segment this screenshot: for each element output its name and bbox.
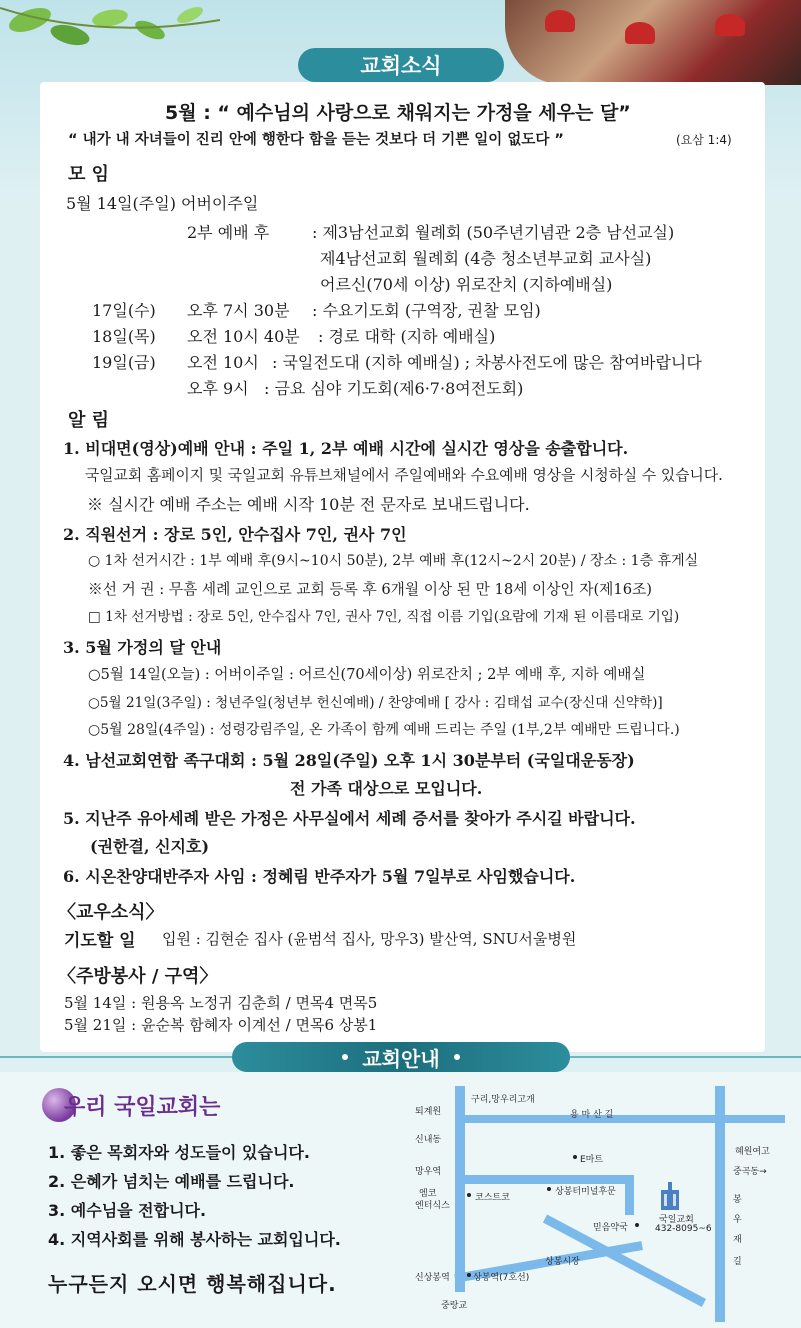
meeting-line: 어르신(70세 이상) 위로잔치 (지하예배실) [320, 275, 613, 294]
notice-line: 국일교회 홈페이지 및 국일교회 유튜브채널에서 주일예배와 수요예배 영상을 시청하실 수 있습니다. [85, 467, 723, 484]
notice-line: 5. 지난주 유아세례 받은 가정은 사무실에서 세례 증서를 찾아가 주시길 바랍니다. [63, 809, 636, 828]
meeting-line: 17일(수) [92, 301, 156, 320]
map-label: 상봉역(7호선) [473, 1273, 530, 1283]
church-title: 우리 국일교회는 [64, 1095, 221, 1120]
map-dot [467, 1193, 471, 1197]
meeting-line: 2부 예배 후 [187, 223, 270, 242]
section-title-guide: 교회안내 [232, 1042, 570, 1072]
map-label: E마트 [580, 1155, 604, 1165]
month-theme: 5월 : “ 예수님의 사랑으로 채워지는 가정을 세우는 달” [165, 102, 631, 124]
church-map [415, 1082, 785, 1322]
meeting-line: : 국일전도대 (지하 예배실) ; 차봉사전도에 많은 참여바랍니다 [272, 353, 702, 372]
guide-item: 4. 지역사회를 위해 봉사하는 교회입니다. [48, 1230, 341, 1249]
meetings-title: 모 임 [68, 164, 110, 185]
map-label: 신내동 [415, 1135, 442, 1145]
map-label: 망우역 [415, 1167, 442, 1177]
christmas-photo [505, 0, 801, 85]
map-label: 구리,망우리고개 [471, 1095, 535, 1105]
map-label: 엔터식스 [415, 1201, 450, 1211]
map-label: 혜원여고 [735, 1147, 770, 1157]
prayer-text: 입원 : 김현순 집사 (윤범석 집사, 망우3) 발산역, SNU서울병원 [162, 930, 577, 948]
leaves-decoration [0, 0, 230, 80]
church-building-icon [655, 1182, 685, 1210]
notices-title: 알 림 [68, 410, 110, 431]
map-dot [547, 1187, 551, 1191]
slogan: 누구든지 오시면 행복해집니다. [48, 1272, 337, 1296]
notice-line: 2. 직원선거 : 장로 5인, 안수집사 7인, 권사 7인 [63, 525, 407, 544]
map-road [455, 1175, 625, 1184]
map-dot [467, 1273, 471, 1277]
map-label: 중랑교 [441, 1301, 468, 1311]
notice-line: ※선 거 권 : 무흠 세례 교인으로 교회 등록 후 6개월 이상 된 만 18세 이상인 자(제16조) [88, 581, 652, 598]
map-label: 상봉터미널후문 [555, 1187, 616, 1197]
meeting-line: 19일(금) [92, 353, 156, 372]
map-dot [573, 1155, 577, 1159]
map-label: 재 [733, 1235, 742, 1245]
map-label: 국일교회 [659, 1215, 694, 1225]
notice-line: □ 1차 선거방법 : 장로 5인, 안수집사 7인, 권사 7인, 직접 이름 기입(요람에 기재 된 이름대로 기입) [88, 609, 680, 625]
dot-icon [454, 1054, 460, 1060]
guide-item: 1. 좋은 목회자와 성도들이 있습니다. [48, 1143, 310, 1162]
dot-icon [342, 1054, 348, 1060]
notice-line: ○5월 28일(4주일) : 성령강림주일, 온 가족이 함께 예배 드리는 주일 (1부,2부 예배만 드립니다.) [88, 722, 680, 738]
notice-line: ※ 실시간 예배 주소는 예배 시작 10분 전 문자로 보내드립니다. [87, 495, 530, 514]
map-label: 봉 [733, 1195, 742, 1205]
notice-line: ○ 1차 선거시간 : 1부 예배 후(9시~10시 50분), 2부 예배 후(12시~2시 20분) / 장소 : 1층 휴게실 [88, 553, 699, 569]
verse-ref: (요삼 1:4) [676, 133, 732, 147]
map-label: 퇴계원 [415, 1107, 442, 1117]
map-road [715, 1086, 725, 1322]
meeting-line: 18일(목) [92, 327, 156, 346]
prayer-label: 기도할 일 [64, 931, 136, 951]
map-label: 우 [733, 1215, 742, 1225]
notice-line: (권한결, 신지호) [90, 837, 210, 856]
santa-hat-icon [625, 22, 655, 44]
notice-line: 1. 비대면(영상)예배 안내 : 주일 1, 2부 예배 시간에 실시간 영상을 송출합니다. [63, 439, 629, 458]
meeting-line: 오후 7시 30분 [187, 301, 290, 320]
section-title-news: 교회소식 [298, 48, 504, 82]
meeting-line: : 제3남선교회 월례회 (50주년기념관 2층 남선교실) [312, 223, 675, 242]
bible-verse: “ 내가 내 자녀들이 진리 안에 행한다 함을 듣는 것보다 더 기쁜 일이 없도다 ” [68, 132, 564, 148]
notice-line: ○5월 14일(오늘) : 어버이주일 : 어르신(70세이상) 위로잔치 ; 2부 예배 후, 지하 예배실 [88, 667, 646, 683]
santa-hat-icon [545, 10, 575, 32]
members-title: 〈교우소식〉 [58, 902, 164, 923]
kitchen-line: 5월 21일 : 윤순복 함혜자 이계선 / 면목6 상봉1 [64, 1016, 378, 1034]
notice-line: 3. 5월 가정의 달 안내 [63, 638, 222, 657]
meeting-line: 오전 10시 40분 [187, 327, 300, 346]
meeting-line: 오후 9시 [187, 379, 249, 398]
map-road [455, 1115, 785, 1123]
map-label: 용 마 산 길 [570, 1110, 614, 1120]
map-dot [635, 1223, 639, 1227]
map-label: 신상봉역 [415, 1273, 450, 1283]
notice-line: 6. 시온찬양대반주자 사임 : 정혜림 반주자가 5월 7일부로 사임했습니다. [63, 867, 576, 886]
guide-item: 3. 예수님을 전합니다. [48, 1201, 207, 1220]
kitchen-title: 〈주방봉사 / 구역〉 [58, 966, 218, 987]
map-label: 길 [733, 1257, 742, 1267]
meeting-line: 5월 14일(주일) 어버이주일 [66, 194, 259, 213]
map-label: 432-8095~6 [655, 1224, 712, 1234]
meeting-line: : 수요기도회 (구역장, 권찰 모임) [312, 301, 541, 320]
map-label: 믿음약국 [593, 1223, 628, 1233]
map-label: 중곡동→ [733, 1167, 767, 1177]
notice-line: 전 가족 대상으로 모입니다. [290, 779, 483, 798]
meeting-line: 오전 10시 [187, 353, 259, 372]
map-label: 엠코 [419, 1189, 437, 1199]
map-label: 상봉시장 [545, 1257, 580, 1267]
guide-item: 2. 은혜가 넘치는 예배를 드립니다. [48, 1172, 295, 1191]
meeting-line: : 금요 심야 기도회(제6·7·8여전도회) [264, 379, 524, 398]
map-road [625, 1175, 634, 1215]
santa-hat-icon [715, 14, 745, 36]
map-label: 코스트코 [475, 1193, 510, 1203]
meeting-line: 제4남선교회 월례회 (4층 청소년부교회 교사실) [320, 249, 652, 268]
notice-line: ○5월 21일(3주일) : 청년주일(청년부 헌신예배) / 찬양예배 [ 강사 : 김태섭 교수(장신대 신약학)] [88, 695, 663, 711]
kitchen-line: 5월 14일 : 원용옥 노정귀 김춘희 / 면목4 면목5 [64, 994, 378, 1012]
notice-line: 4. 남선교회연합 족구대회 : 5월 28일(주일) 오후 1시 30분부터 (국일대운동장) [63, 751, 635, 770]
meeting-line: : 경로 대학 (지하 예배실) [318, 327, 496, 346]
